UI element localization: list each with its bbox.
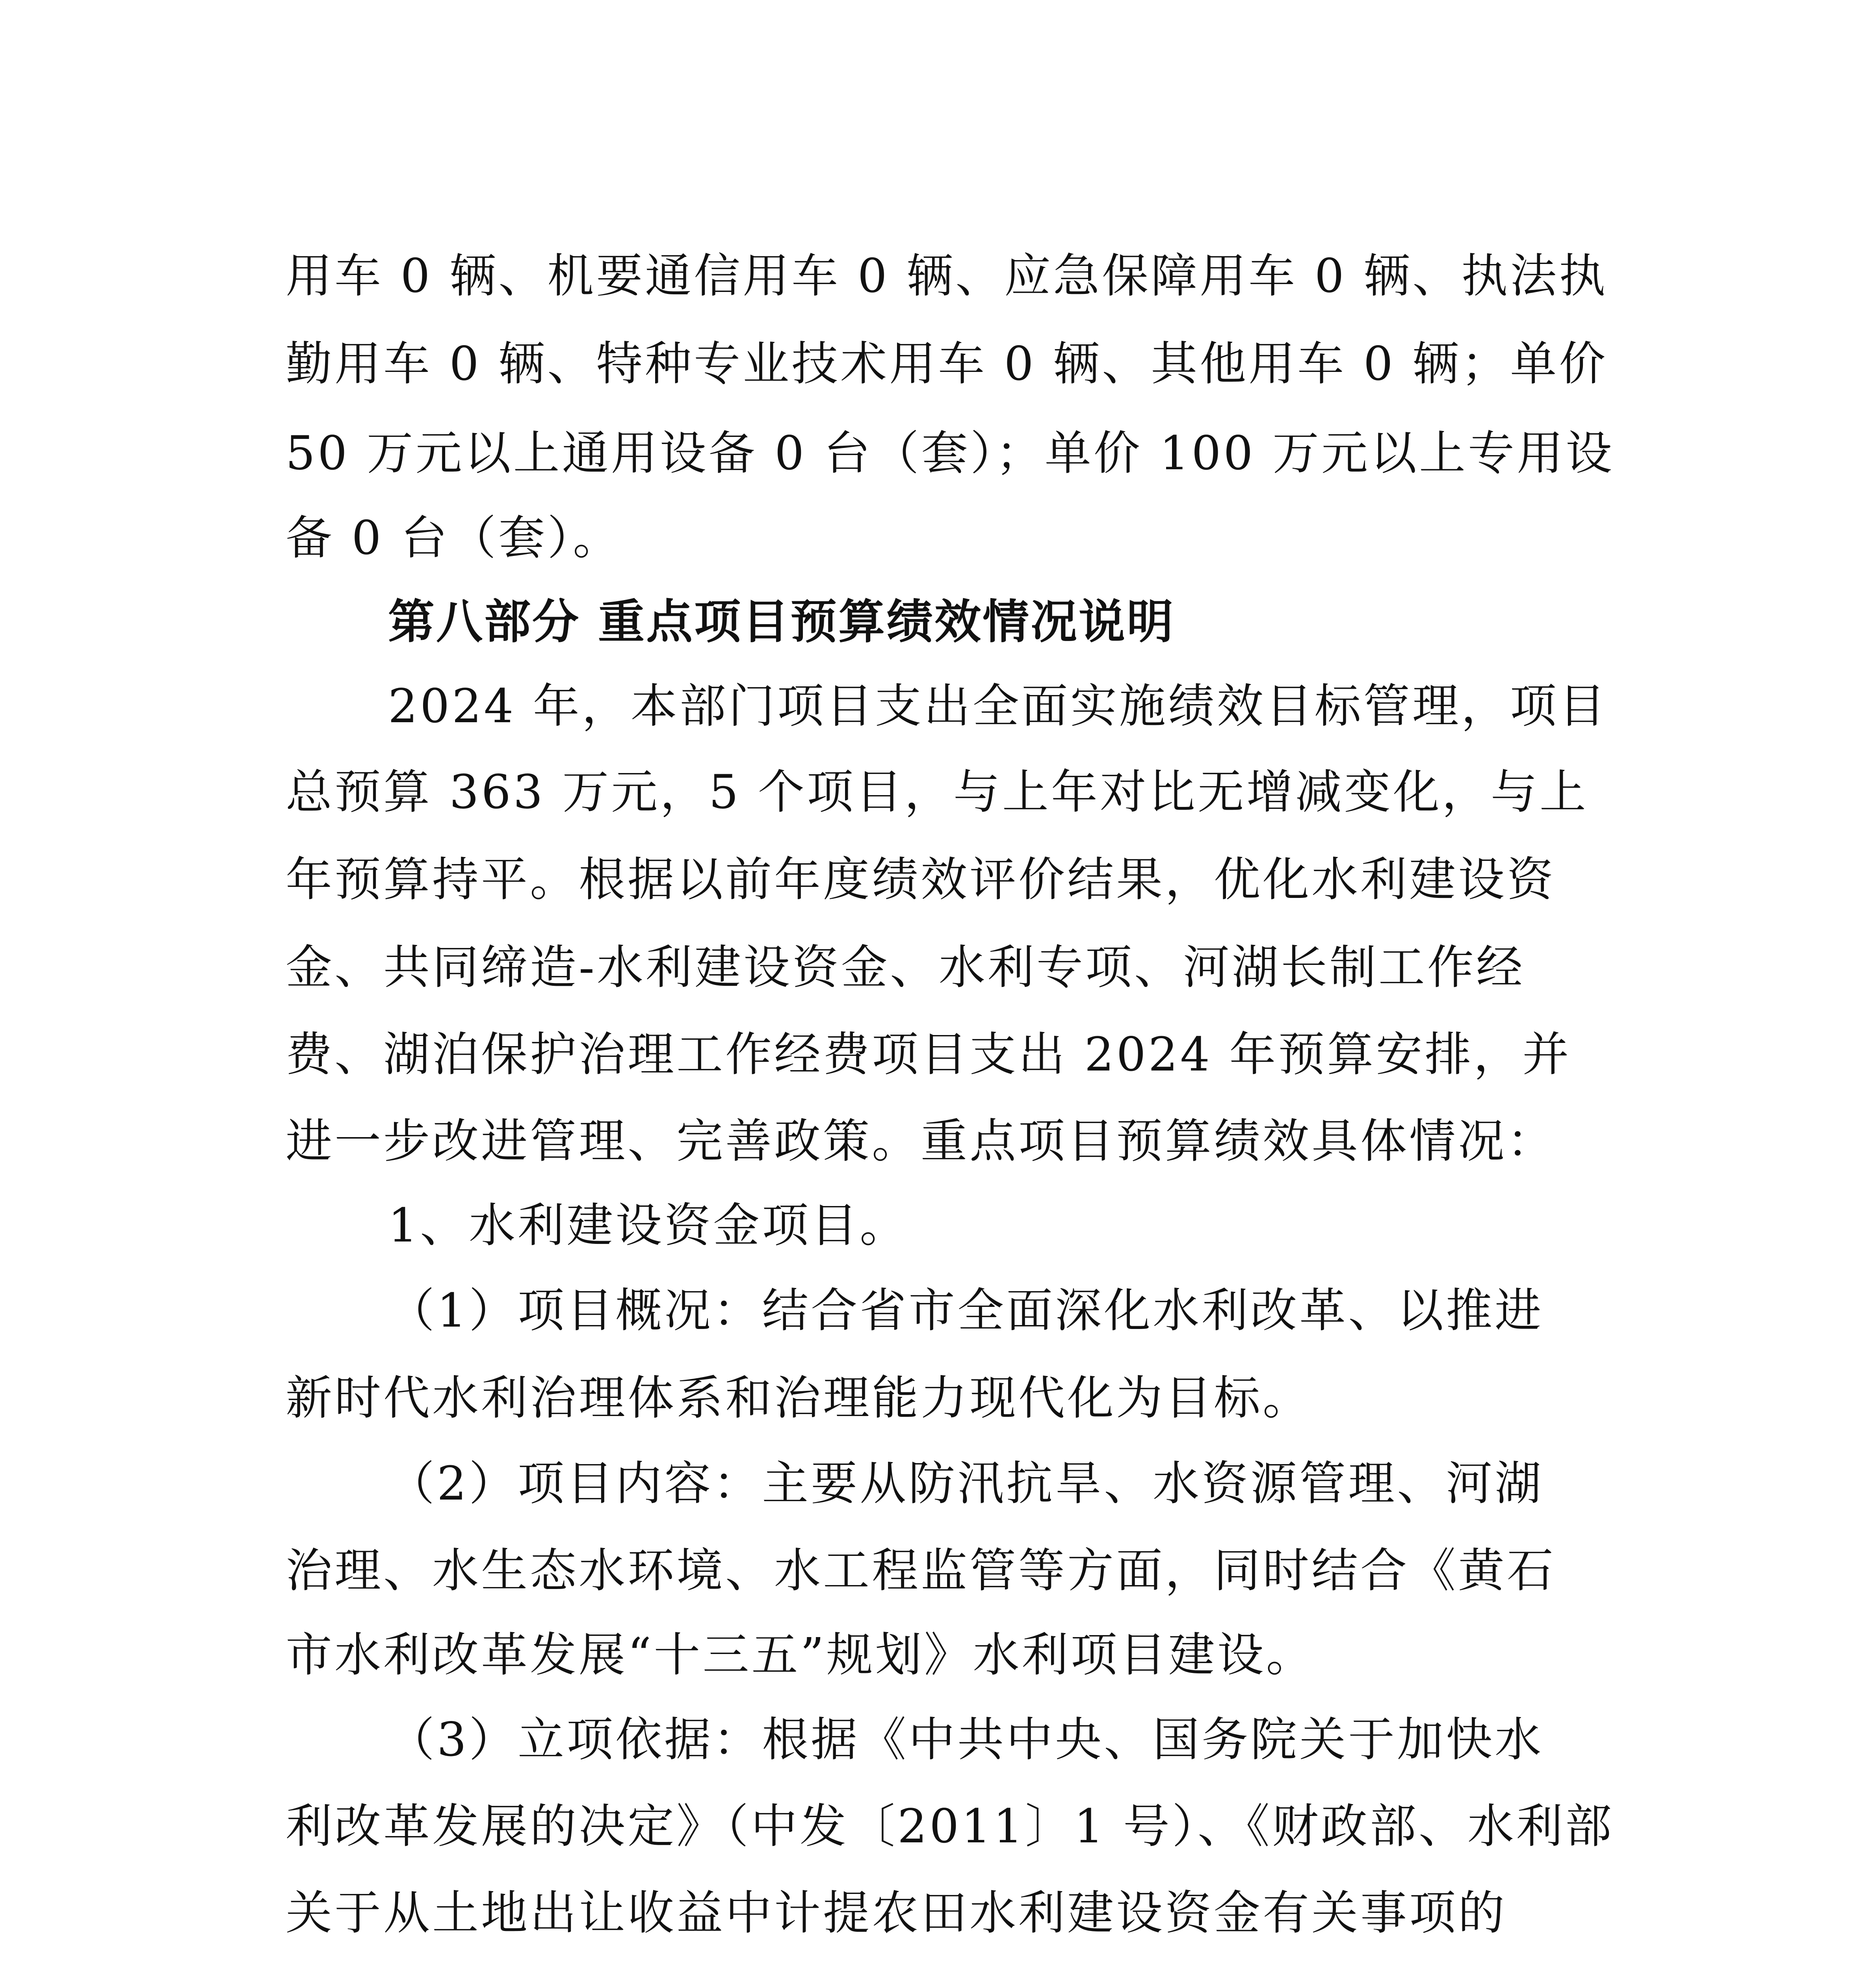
body-text-line: 进一步改进管理、完善政策。重点项目预算绩效具体情况： xyxy=(286,1114,1556,1168)
item-title: 1、水利建设资金项目。 xyxy=(388,1198,909,1253)
body-text-line: 市水利改革发展“十三五”规划》水利项目建设。 xyxy=(286,1628,1315,1682)
body-text-line: 总预算 363 万元，5 个项目，与上年对比无增减变化，与上 xyxy=(286,765,1588,819)
body-text-line: 勤用车 0 辆、特种专业技术用车 0 辆、其他用车 0 辆；单价 xyxy=(286,336,1608,391)
body-text-line: 费、湖泊保护治理工作经费项目支出 2024 年预算安排，并 xyxy=(286,1027,1571,1082)
body-text-line: 金、共同缔造-水利建设资金、水利专项、河湖长制工作经 xyxy=(286,940,1525,994)
body-text-line: 50 万元以上通用设备 0 台（套）；单价 100 万元以上专用设 xyxy=(286,426,1614,480)
body-text-line: 备 0 台（套）。 xyxy=(286,511,622,565)
body-text-line: （2）项目内容：主要从防汛抗旱、水资源管理、河湖 xyxy=(388,1456,1544,1511)
body-text-line: 治理、水生态水环境、水工程监管等方面，同时结合《黄石 xyxy=(286,1543,1556,1598)
body-text-line: 新时代水利治理体系和治理能力现代化为目标。 xyxy=(286,1371,1312,1425)
section-heading: 第八部分 重点项目预算绩效情况说明 xyxy=(388,595,1175,649)
body-text-line: 关于从土地出让收益中计提农田水利建设资金有关事项的 xyxy=(286,1886,1507,1940)
body-text-line: （3）立项依据：根据《中共中央、国务院关于加快水 xyxy=(388,1712,1544,1767)
body-text-line: 利改革发展的决定》（中发〔2011〕1 号）、《财政部、水利部 xyxy=(286,1799,1614,1853)
body-text-line: 2024 年，本部门项目支出全面实施绩效目标管理，项目 xyxy=(388,679,1608,733)
body-text-line: （1）项目概况：结合省市全面深化水利改革、以推进 xyxy=(388,1283,1544,1338)
body-text-line: 用车 0 辆、机要通信用车 0 辆、应急保障用车 0 辆、执法执 xyxy=(286,249,1608,303)
body-text-line: 年预算持平。根据以前年度绩效评价结果，优化水利建设资 xyxy=(286,852,1556,907)
